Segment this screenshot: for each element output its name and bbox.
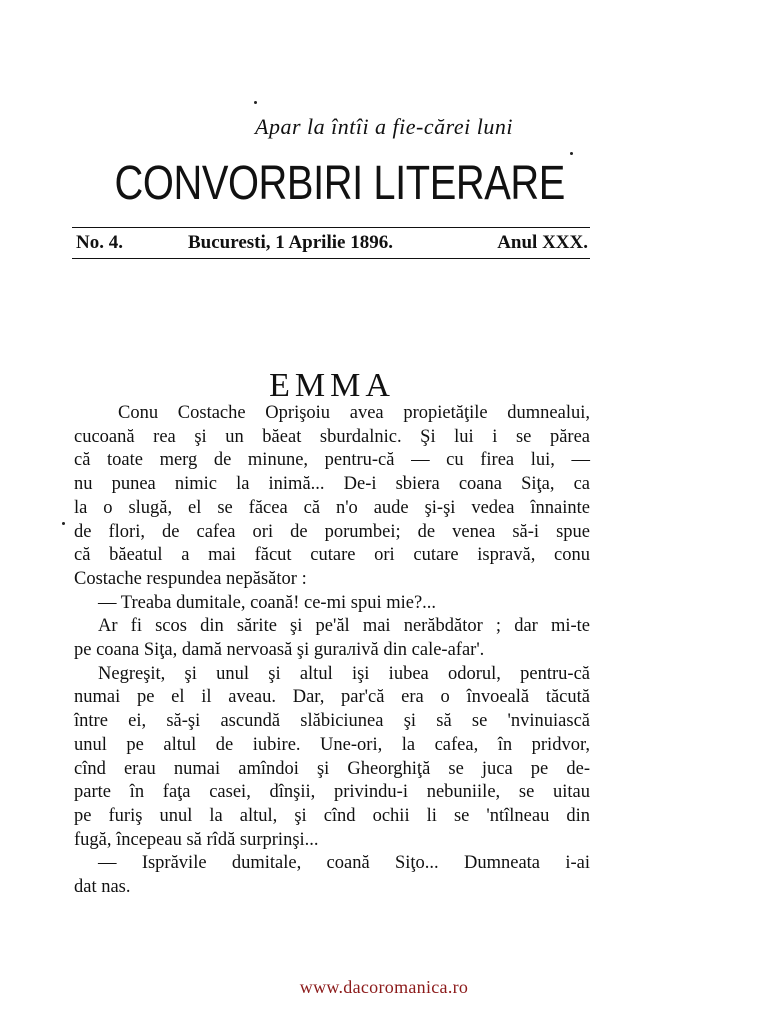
text-line: de flori, de cafea ori de porumbei; de venea să-i spue	[74, 521, 590, 542]
print-speck	[570, 152, 573, 155]
text-line: Costache respundea nepăsător :	[74, 568, 307, 589]
dialogue-line: — Treaba dumitale, coană! ce-mi spui mie?...	[98, 592, 437, 613]
text-line: parte în faţa casei, dînşii, privindu-i nebuniile, se uitau	[74, 782, 590, 803]
text-line: cînd erau numai amîndoi şi Gheorghiţă se juca pe de-	[74, 758, 590, 779]
issue-number: No. 4.	[76, 232, 123, 253]
text-line: unul pe altul de iubire. Une-ori, la cafea, în pridvor,	[74, 734, 590, 755]
text-line: între ei, să-şi ascundă slăbiciunea şi să se 'nvinuiască	[74, 711, 590, 732]
masthead-rule-top	[72, 227, 590, 228]
issue-place-date: Bucuresti, 1 Aprilie 1896.	[188, 232, 393, 253]
print-speck	[254, 101, 257, 104]
text-line: Conu Costache Oprişoiu avea propietăţile dumnealui,	[118, 403, 590, 423]
masthead-rule-bottom	[72, 258, 590, 259]
masthead-title: CONVORBIRI LITERARE	[114, 157, 565, 210]
dialogue-line: — Isprăvile dumitale, coană Siţo... Dumneata i-ai	[98, 853, 590, 874]
text-line: dat nas.	[74, 877, 131, 898]
publication-motto: Apar la întîi a fie-cărei luni	[255, 114, 513, 139]
article-body	[74, 402, 590, 900]
print-speck	[62, 522, 65, 525]
article-title: EMMA	[269, 366, 395, 404]
text-line: Negreşit, şi unul şi altul işi iubea odorul, pentru-că	[98, 663, 590, 684]
issue-year: Anul XXX.	[497, 232, 588, 253]
text-line: fugă, începeau să rîdă surprinşi...	[74, 829, 319, 850]
text-line: la o slugă, el se făcea că n'o aude şi-şi vedea înnainte	[74, 497, 590, 518]
issue-line	[76, 230, 588, 256]
text-line: nu punea nimic la inimă... De-i sbiera coana Siţa, ca	[74, 474, 590, 495]
text-line: pe coana Siţa, damă nervoasă şi gurалivă din cale-afar'.	[74, 640, 485, 661]
text-line: că băeatul a mai făcut cutare ori cutare ispravă, conu	[74, 545, 590, 566]
text-line: cucoană rea şi un băeat sburdalnic. Şi lui i se părea	[74, 426, 590, 447]
source-website: www.dacoromanica.ro	[299, 977, 469, 997]
text-line: pe furiş unul la altul, şi cînd ochii li se 'ntîlneau din	[74, 805, 590, 826]
text-line: Ar fi scos din sărite şi pe'ăl mai nerăbdător ; dar mi-te	[98, 616, 590, 637]
text-line: numai pe el il aveau. Dar, par'că era o învoeală tăcută	[74, 687, 590, 708]
text-line: că toate merg de minune, pentru-că — cu firea lui, —	[74, 450, 590, 471]
